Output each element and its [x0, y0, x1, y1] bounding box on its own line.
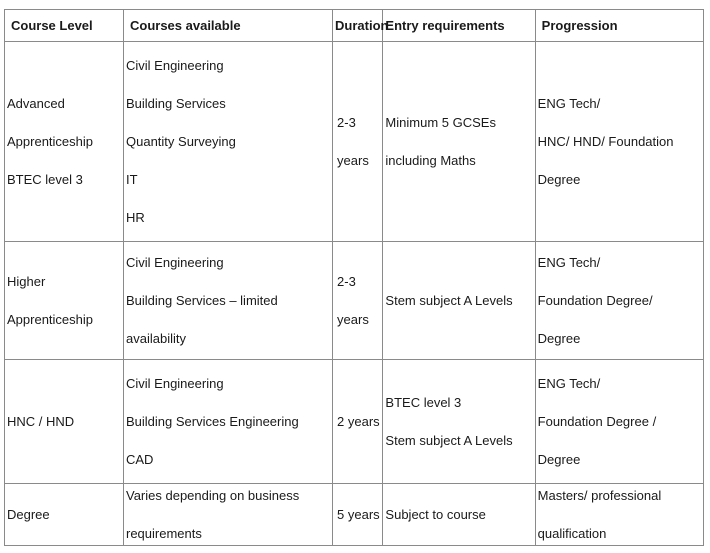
cell-text: years	[337, 312, 369, 327]
cell-text: Subject to course	[385, 507, 486, 522]
line-gap	[385, 130, 532, 153]
course-level-cell	[5, 484, 124, 546]
cell-text: 2-3	[337, 115, 356, 130]
header-duration: Duration	[333, 10, 383, 42]
cell-text: BTEC level 3	[7, 172, 83, 187]
cell-text: HNC/ HND/ Foundation	[537, 134, 674, 149]
header-courses-available: Courses available	[124, 10, 333, 42]
cell-text: availability	[126, 331, 186, 346]
cell-text: 2-3	[337, 274, 356, 289]
cell-text: qualification	[537, 526, 607, 541]
cell-text: Degree	[537, 452, 581, 467]
header-entry-requirements: Entry requirements	[383, 10, 535, 42]
cell-text: CAD	[126, 452, 154, 467]
line-gap	[385, 410, 532, 433]
cell-text: Degree	[7, 507, 50, 522]
cell-text: IT	[126, 172, 138, 187]
entry-requirements-cell	[383, 484, 535, 546]
line-gap	[126, 149, 330, 172]
course-level-cell	[5, 242, 124, 360]
line-gap	[538, 270, 701, 293]
cell-text: Building Services Engineering	[126, 414, 299, 429]
line-gap	[7, 289, 121, 312]
cell-text: Building Services – limited	[126, 293, 278, 308]
table-row	[5, 484, 704, 546]
cell-text: Quantity Surveying	[126, 134, 236, 149]
cell-text: ENG Tech/	[537, 255, 601, 270]
cell-text: HNC / HND	[7, 414, 75, 429]
progression-cell	[535, 484, 703, 546]
course-level-cell	[5, 360, 124, 484]
courses-available-cell	[124, 360, 333, 484]
cell-text: Civil Engineering	[126, 58, 224, 73]
cell-text: Degree	[537, 331, 581, 346]
line-gap	[538, 503, 701, 526]
cell-text: requirements	[126, 526, 202, 541]
line-gap	[538, 149, 701, 172]
line-gap	[126, 111, 330, 134]
entry-requirements-cell	[383, 242, 535, 360]
course-table	[4, 9, 704, 546]
cell-text: ENG Tech/	[537, 96, 601, 111]
cell-text: Foundation Degree/	[537, 293, 653, 308]
cell-text: Civil Engineering	[126, 376, 224, 391]
cell-text: Minimum 5 GCSEs	[385, 115, 496, 130]
header-progression: Progression	[535, 10, 703, 42]
line-gap	[538, 391, 701, 414]
line-gap	[126, 503, 330, 526]
course-level-cell	[5, 42, 124, 242]
duration-cell	[333, 242, 383, 360]
entry-requirements-cell	[383, 360, 535, 484]
progression-cell	[535, 360, 703, 484]
line-gap	[126, 429, 330, 452]
entry-requirements-cell	[383, 42, 535, 242]
duration-cell	[333, 42, 383, 242]
courses-available-cell	[124, 484, 333, 546]
line-gap	[126, 270, 330, 293]
line-gap	[126, 73, 330, 96]
cell-text: Advanced	[7, 96, 65, 111]
line-gap	[337, 130, 380, 153]
cell-text: Building Services	[126, 96, 226, 111]
table-row	[5, 360, 704, 484]
cell-text: Apprenticeship	[7, 312, 93, 327]
cell-text: Civil Engineering	[126, 255, 224, 270]
progression-cell	[535, 42, 703, 242]
header-row	[5, 10, 704, 42]
cell-text: Stem subject A Levels	[385, 433, 513, 448]
cell-text: HR	[126, 210, 145, 225]
header-course-level: Course Level	[5, 10, 124, 42]
line-gap	[538, 111, 701, 134]
cell-text: Varies depending on business	[126, 488, 300, 503]
duration-cell	[333, 484, 383, 546]
cell-text: 5 years	[337, 507, 380, 522]
cell-text: years	[337, 153, 369, 168]
courses-available-cell	[124, 242, 333, 360]
table-row	[5, 42, 704, 242]
line-gap	[538, 429, 701, 452]
cell-text: Stem subject A Levels	[385, 293, 513, 308]
line-gap	[126, 187, 330, 210]
cell-text: 2 years	[337, 414, 380, 429]
line-gap	[337, 289, 380, 312]
line-gap	[126, 308, 330, 331]
line-gap	[7, 149, 121, 172]
duration-cell	[333, 360, 383, 484]
cell-text: Apprenticeship	[7, 134, 93, 149]
cell-text: ENG Tech/	[537, 376, 601, 391]
table-row	[5, 242, 704, 360]
progression-cell	[535, 242, 703, 360]
cell-text: Masters/ professional	[537, 488, 662, 503]
courses-available-cell	[124, 42, 333, 242]
line-gap	[7, 111, 121, 134]
cell-text: Foundation Degree /	[537, 414, 657, 429]
line-gap	[126, 391, 330, 414]
cell-text: Higher	[7, 274, 46, 289]
cell-text: BTEC level 3	[385, 395, 462, 410]
cell-text: Degree	[537, 172, 581, 187]
cell-text: including Maths	[385, 153, 476, 168]
line-gap	[538, 308, 701, 331]
